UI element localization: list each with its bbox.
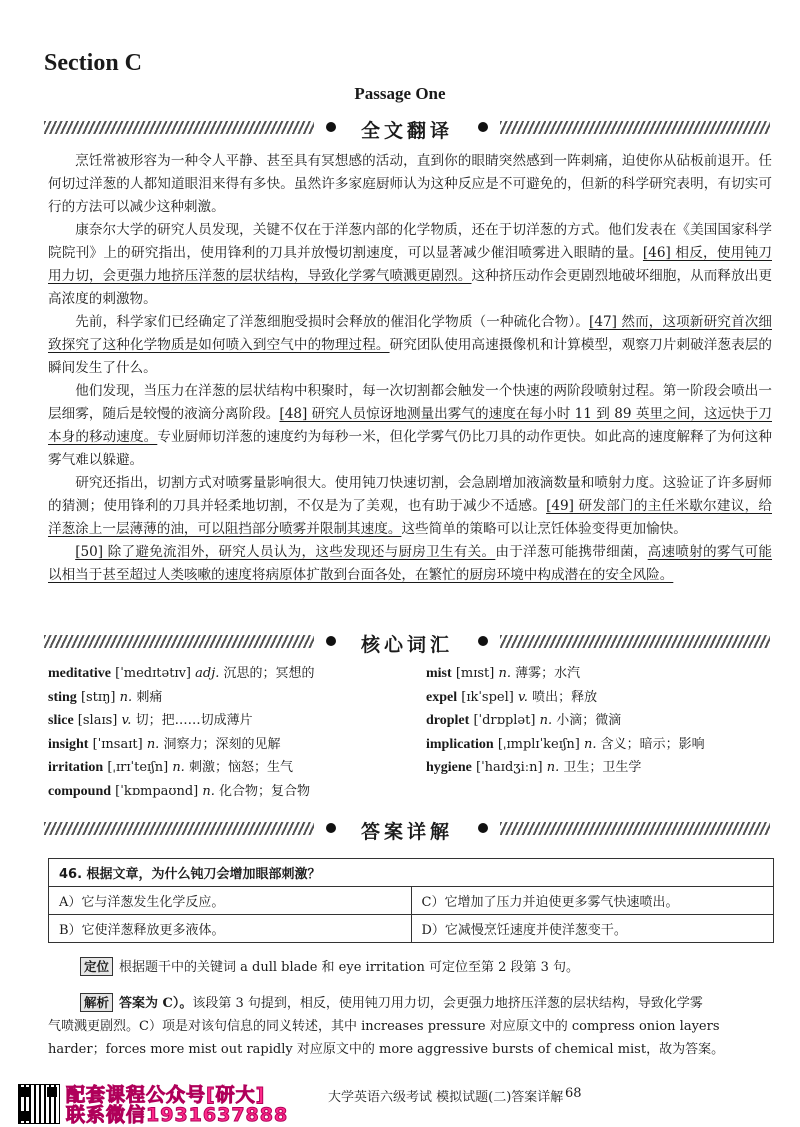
vocab-entry	[48, 709, 418, 733]
analysis-line: 气喷溅更剧烈。C）项是对该句信息的同义转述，其中 increases pressure 对应原文中的 compress onion layers	[48, 1019, 720, 1034]
vocab-entry	[48, 756, 418, 780]
options-row	[49, 887, 774, 915]
vocab-definition: 切；把……切成薄片	[135, 713, 253, 728]
vocab-word: meditative	[48, 666, 111, 681]
vocab-word: implication	[426, 736, 494, 752]
vocab-phonetic: [ˈmedɪtətɪv]	[115, 666, 191, 681]
option-b: B）它使洋葱释放更多液体。	[49, 915, 412, 943]
analysis-tag: 解析	[80, 993, 113, 1012]
bullet-dot	[478, 122, 488, 132]
vocab-phonetic: [mɪst]	[455, 666, 495, 681]
key-sentence-49: [49] 研发部门的主任米歇尔建议，给洋葱涂上一层薄薄的油，可以阻挡部分喷雾并限制其速度。	[48, 498, 772, 537]
paragraph-text: 由于洋葱可能携带细菌，	[495, 544, 648, 560]
hatch-decoration	[44, 635, 314, 648]
vocab-entry	[48, 662, 418, 686]
vocab-pos: n.	[172, 760, 185, 775]
analysis-block	[48, 992, 774, 1061]
paragraph-text: 这种挤压动作会更剧烈地破坏细胞，从而释放出更高浓度的刺激物。	[48, 268, 773, 307]
key-sentence-50-cont: 高速喷射的雾气可能以相当于甚至超过人类咳嗽的速度将病原体扩散到台面各处，在繁忙的厨房环境中构成潜在的安全风险。	[48, 544, 773, 583]
book-title-footer: 大学英语六级考试 模拟试题(二)答案详解	[328, 1090, 564, 1105]
paragraph-1	[48, 150, 772, 219]
options-row	[49, 915, 774, 943]
paragraph-4	[48, 380, 772, 472]
vocab-phonetic: [ˈɪnsaɪt]	[92, 736, 143, 752]
option-c: C）它增加了压力并迫使更多雾气快速喷出。	[411, 887, 774, 915]
vocab-entry	[426, 756, 776, 780]
vocab-phonetic: [ˈhaɪdʒiːn]	[476, 760, 543, 775]
bullet-dot	[478, 636, 488, 646]
vocab-entry	[426, 709, 776, 733]
vocab-phonetic: [slaɪs]	[77, 713, 118, 728]
bullet-dot	[326, 823, 336, 833]
vocab-definition: 化合物；复合物	[219, 783, 311, 799]
key-sentence-46: [46] 相反，使用钝刀用力切，会更强力地挤压洋葱的层状结构，导致化学雾气喷溅更剧烈。	[48, 245, 772, 284]
vocab-definition: 薄雾；水汽	[515, 666, 581, 681]
vocab-pos: n.	[546, 760, 560, 775]
vocab-column-right	[426, 662, 776, 780]
vocab-pos: n.	[202, 783, 215, 799]
vocab-pos: n.	[119, 689, 133, 705]
vocab-entry	[48, 733, 418, 757]
hatch-decoration	[500, 635, 770, 648]
vocab-word: irritation	[48, 760, 104, 775]
bullet-dot	[326, 636, 336, 646]
translation-banner	[44, 116, 770, 140]
vocab-banner	[44, 630, 770, 654]
vocab-phonetic: [stɪŋ]	[80, 689, 116, 705]
vocab-entry	[48, 780, 418, 804]
hatch-decoration	[500, 822, 770, 835]
answer-label: 答案为 C）。	[119, 996, 193, 1011]
question-stem-row	[49, 859, 774, 887]
vocab-word: sting	[48, 689, 77, 705]
bullet-dot	[326, 122, 336, 132]
hatch-decoration	[500, 121, 770, 134]
analysis-line	[48, 992, 774, 1015]
option-a: A）它与洋葱发生化学反应。	[49, 887, 412, 915]
page-footer	[0, 1078, 800, 1126]
vocab-pos: v.	[121, 713, 132, 728]
vocab-word: droplet	[426, 713, 470, 728]
page-number: 68	[565, 1086, 582, 1101]
vocab-word: slice	[48, 713, 74, 728]
vocab-phonetic: [ˌɪmplɪˈkeɪʃn]	[497, 736, 580, 752]
locate-note	[80, 957, 780, 978]
vocab-definition: 刺痛	[136, 689, 163, 705]
vocab-pos: n.	[146, 736, 160, 752]
option-d: D）它减慢烹饪速度并使洋葱变干。	[411, 915, 774, 943]
vocab-pos: n.	[498, 666, 511, 681]
hatch-decoration	[44, 822, 314, 835]
question-stem: 46. 根据文章，为什么钝刀会增加眼部刺激？	[49, 859, 774, 887]
promo-banner-line1: 配套课程公众号[研大]	[66, 1084, 266, 1106]
paragraph-3	[48, 311, 772, 380]
vocab-phonetic: [ˈkɒmpaʊnd]	[115, 783, 199, 799]
paragraph-2	[48, 219, 772, 311]
answers-banner	[44, 817, 770, 841]
section-title: Section C	[44, 50, 142, 76]
vocab-definition: 刺激；恼怒；生气	[188, 760, 293, 775]
vocab-word: insight	[48, 736, 89, 752]
vocab-definition: 沉思的；冥想的	[223, 666, 315, 681]
vocab-definition: 小滴；微滴	[556, 713, 622, 728]
key-sentence-47: [47] 然而，这项新研究首次细致探究了这种化学物质是如何喷入到空气中的物理过程。	[48, 314, 772, 353]
analysis-line: harder；forces more mist out rapidly 对应原文中的 more aggressive bursts of chemical mist，故为答案。	[48, 1042, 725, 1057]
analysis-text: 该段第 3 句提到，相反，使用钝刀用力切，会更强力地挤压洋葱的层状结构，导致化学雾	[192, 996, 703, 1011]
qr-code-icon	[18, 1084, 60, 1124]
banner-title: 答案详解	[360, 821, 453, 843]
vocab-word: hygiene	[426, 760, 472, 775]
paragraph-text: 他们发现，当压力在洋葱的层状结构中积聚时，每一次切割都会触发一个快速的两阶段喷射过程。第一阶段会喷出一层细雾，随后是较慢的液滴分离阶段。	[48, 383, 772, 422]
locate-text: 根据题干中的关键词 a dull blade 和 eye irritation 可定位至第 2 段第 3 句。	[119, 960, 580, 975]
paragraph-text: 研究还指出，切割方式对喷雾量影响很大。使用钝刀快速切割，会急剧增加液滴数量和喷射力度。这验证了许多厨师的猜测；使用锋利的刀具并轻柔地切割，不仅是为了美观，也有助于减少不适感。	[48, 475, 772, 514]
vocab-definition: 喷出；释放	[532, 689, 598, 705]
paragraph-5	[48, 472, 772, 541]
paragraph-text: 研究团队使用高速摄像机和计算模型，观察刀片刺破洋葱表层的瞬间发生了什么。	[48, 337, 773, 376]
vocab-word: expel	[426, 689, 458, 705]
paragraph-text: 康奈尔大学的研究人员发现，关键不仅在于洋葱内部的化学物质，还在于切洋葱的方式。他们发表在《美国国家科学院院刊》上的研究指出，使用锋利的刀具并放慢切割速度，可以显著减少催泪喷雾进入眼睛的量。	[48, 222, 772, 261]
vocab-phonetic: [ˌɪrɪˈteɪʃn]	[107, 760, 169, 775]
paragraph-text: 专业厨师切洋葱的速度约为每秒一米，但化学雾气仍比刀具的动作更快。如此高的速度解释了为何这种雾气难以躲避。	[48, 429, 773, 468]
banner-title: 全文翻译	[360, 120, 453, 142]
vocab-pos: v.	[518, 689, 528, 705]
paragraph-text: 先前，科学家们已经确定了洋葱细胞受损时会释放的催泪化学物质（一种硫化合物）。	[75, 314, 590, 330]
vocab-phonetic: [ɪkˈspel]	[461, 689, 514, 705]
locate-tag: 定位	[80, 957, 113, 976]
vocab-column-left	[48, 662, 418, 803]
paragraph-text: 烹饪常被形容为一种令人平静、甚至具有冥想感的活动，直到你的眼睛突然感到一阵刺痛，迫使你从砧板前退开。任何切过洋葱的人都知道眼泪来得有多快。虽然许多家庭厨师认为这种反应是不可避免的，但新的科学研究表明，有切实可行的方法可以减少这种刺激。	[48, 153, 772, 215]
vocab-definition: 洞察力；深刻的见解	[163, 736, 281, 752]
vocab-entry	[48, 686, 418, 710]
vocab-pos: n.	[584, 736, 597, 752]
vocab-definition: 卫生；卫生学	[563, 760, 642, 775]
vocab-word: mist	[426, 666, 452, 681]
question-table	[48, 858, 774, 943]
vocab-entry	[426, 662, 776, 686]
paragraph-text: 这些简单的策略可以让烹饪体验变得更加愉快。	[401, 521, 687, 537]
passage-title: Passage One	[354, 84, 446, 103]
key-sentence-50: [50] 除了避免流泪外，研究人员认为，这些发现还与厨房卫生有关。	[75, 544, 496, 560]
vocab-definition: 含义；暗示；影响	[600, 736, 705, 752]
vocab-pos: n.	[539, 713, 553, 728]
hatch-decoration	[44, 121, 314, 134]
vocab-entry	[426, 686, 776, 710]
vocab-phonetic: [ˈdrɒplət]	[473, 713, 536, 728]
vocab-entry	[426, 733, 776, 757]
vocab-word: compound	[48, 783, 112, 799]
key-sentence-48: [48] 研究人员惊讶地测量出雾气的速度在每小时 11 到 89 英里之间，这远快于刀本身的移动速度。	[48, 406, 772, 445]
promo-banner-line2: 联系微信1931637888	[66, 1104, 289, 1126]
vocab-pos: adj.	[195, 666, 220, 681]
translation-body	[48, 150, 772, 587]
bullet-dot	[478, 823, 488, 833]
paragraph-6	[48, 541, 772, 587]
banner-title: 核心词汇	[360, 634, 453, 656]
